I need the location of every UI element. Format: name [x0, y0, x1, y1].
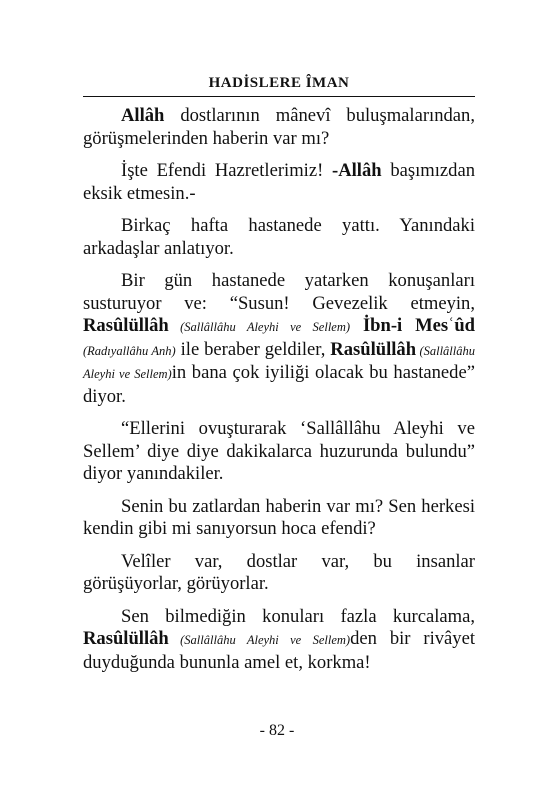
page-body [83, 72, 475, 684]
text: dostlarının mânevî buluşmalarından, görüşmelerinden haberin var mı? [83, 105, 475, 149]
text [350, 315, 363, 336]
bold-text: Rasûlüllâh [330, 338, 417, 360]
paragraph [83, 551, 475, 596]
header-rule [83, 96, 475, 97]
paragraph [83, 105, 475, 150]
text: Birkaç hafta hastanede yattı. Yanındaki arkadaşlar anlatıyor. [83, 215, 475, 259]
text: İşte Efendi Hazretlerimiz! [121, 160, 332, 181]
honorific: (Sallâllâhu Aleyhi ve Sellem) [168, 320, 351, 334]
text: başımızdan eksik etmesin.- [83, 160, 476, 204]
text: in bana çok iyiliği olacak bu hastanede” diyor. [83, 362, 475, 407]
text: Sen bilmediğin konuları fazla kurcalama, [121, 605, 475, 627]
paragraph [83, 496, 475, 541]
paragraph [83, 160, 475, 205]
honorific: (Sallâllâhu Aleyhi ve Sellem) [83, 343, 475, 381]
text: Senin bu zatlardan haberin var mı? Sen herkesi kendin gibi mi sanıyorsun hoca efendi? [83, 495, 475, 539]
honorific: (Sallâllâhu Aleyhi ve Sellem) [168, 633, 351, 647]
page-number: - 82 - [259, 722, 295, 739]
text: “Ellerini ovuşturarak ‘Sallâllâhu Aleyhi ve Sellem’ diye diye dakikalarca huzurunda bulundu” diyor yanındakiler. [83, 418, 475, 484]
paragraph [83, 215, 475, 260]
running-title: HADİSLERE ÎMAN [208, 75, 350, 91]
bold-text: Rasûlüllâh [83, 628, 169, 649]
bold-text: İbn-i Mesʿûd [362, 315, 476, 336]
bold-text: -Allâh [332, 160, 382, 181]
paragraph [83, 270, 475, 408]
text: ile beraber geldiler, [175, 338, 331, 360]
paragraph [83, 418, 475, 486]
bold-text: Rasûlüllâh [83, 315, 169, 336]
text: Bir gün hastanede yatarken konuşanları susturuyor ve: “Susun! Gevezelik etmeyin, [83, 270, 475, 314]
honorific: (Radıyallâhu Anh) [83, 343, 176, 358]
text: Velîler var, dostlar var, bu insanlar görüşüyorlar, görüyorlar. [83, 550, 475, 594]
text: den bir rivâyet duyduğunda bununla amel et, korkma! [83, 628, 475, 673]
bold-text: Allâh [121, 105, 165, 126]
paragraph [83, 606, 475, 675]
